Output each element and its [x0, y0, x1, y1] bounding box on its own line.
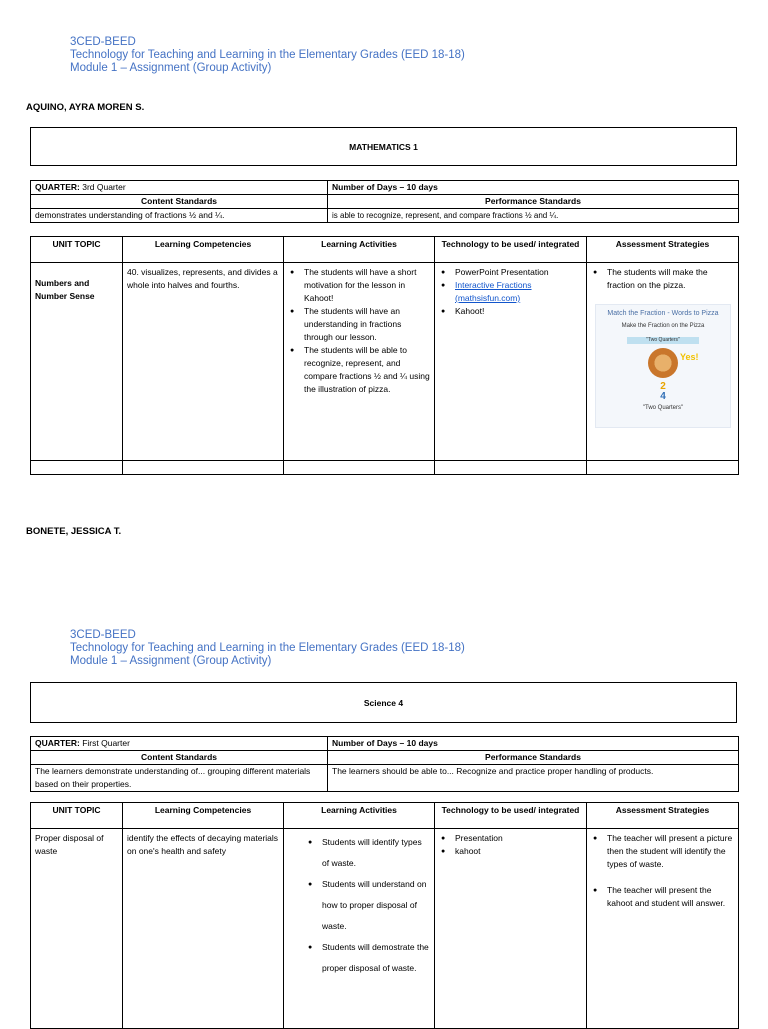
course-title: Technology for Teaching and Learning in the Elementary Grades (EED 18-18)	[70, 642, 465, 654]
course-code: 3CED-BEED	[70, 36, 136, 48]
subject-title: MATHEMATICS 1	[349, 141, 418, 152]
col-unit-topic: UNIT TOPIC	[31, 803, 123, 829]
student-name: AQUINO, AYRA MOREN S.	[26, 102, 145, 113]
list-item: ● The teacher will present a picture then the student will identify the types of waste.	[591, 832, 734, 871]
col-competencies: Learning Competencies	[123, 803, 284, 829]
quarter-value: First Quarter	[79, 738, 130, 748]
interactive-fractions-link[interactable]: Interactive Fractions (mathsisfun.com)	[455, 280, 532, 303]
subject-title-box	[30, 682, 737, 723]
fraction-numerator: 2	[660, 381, 666, 392]
list-item: ● Students will identify types of waste.	[306, 832, 430, 874]
list-item: ● Kahoot!	[439, 305, 582, 318]
content-standard: demonstrates understanding of fractions ½ and ¼.	[31, 209, 328, 223]
col-technology: Technology to be used/ integrated	[435, 237, 587, 263]
list-item: ● Students will demostrate the proper disposal of waste.	[306, 937, 430, 979]
quarter-cell	[31, 181, 328, 195]
assessment-strategies	[587, 829, 739, 1029]
image-word-label: "Two Quarters"	[627, 337, 699, 344]
col-unit-topic: UNIT TOPIC	[31, 237, 123, 263]
list-item: ● The students will have an understanding in fractions through our lesson.	[288, 305, 430, 344]
document-header	[70, 36, 465, 75]
module-title: Module 1 – Assignment (Group Activity)	[70, 62, 272, 74]
days-cell: Number of Days – 10 days	[328, 737, 739, 751]
list-item: ● The students will have a short motivation for the lesson in Kahoot!	[288, 266, 430, 305]
table-row	[31, 461, 739, 475]
days-cell: Number of Days – 10 days	[328, 181, 739, 195]
standards-table	[30, 180, 739, 223]
image-yes: Yes!	[680, 352, 699, 362]
pizza-fraction-image	[595, 304, 731, 428]
assessment-strategies	[587, 263, 739, 461]
performance-standards-header: Performance Standards	[328, 195, 739, 209]
learning-activities	[284, 829, 435, 1029]
col-activities: Learning Activities	[284, 237, 435, 263]
list-item: ● The students will be able to recognize, represent, and compare fractions ½ and ¼ using the illustration of pizza.	[288, 344, 430, 396]
performance-standard: The learners should be able to... Recognize and practice proper handling of products.	[328, 765, 739, 792]
lesson-plan-table	[30, 236, 739, 475]
technology-used	[435, 263, 587, 461]
content-standards-header: Content Standards	[31, 751, 328, 765]
image-caption: "Two Quarters"	[642, 405, 684, 411]
image-title: Match the Fraction - Words to Pizza	[607, 310, 719, 317]
image-fraction	[596, 382, 730, 402]
course-title: Technology for Teaching and Learning in the Elementary Grades (EED 18-18)	[70, 49, 465, 61]
col-technology: Technology to be used/ integrated	[435, 803, 587, 829]
course-code: 3CED-BEED	[70, 629, 136, 641]
list-item: ● PowerPoint Presentation	[439, 266, 582, 279]
col-assessment: Assessment Strategies	[587, 237, 739, 263]
list-item: ● Students will understand on how to proper disposal of waste.	[306, 874, 430, 937]
list-item: ● Presentation	[439, 832, 582, 845]
learning-competency: identify the effects of decaying materials on one's health and safety	[123, 829, 284, 1029]
quarter-label: QUARTER:	[35, 738, 80, 748]
performance-standard: is able to recognize, represent, and compare fractions ½ and ¼.	[328, 209, 739, 223]
quarter-cell	[31, 737, 328, 751]
student-name: BONETE, JESSICA T.	[26, 526, 122, 537]
list-item: ● kahoot	[439, 845, 582, 858]
list-item: ● The teacher will present the kahoot and student will answer.	[591, 884, 734, 910]
technology-used	[435, 829, 587, 1029]
pizza-icon	[648, 348, 678, 378]
unit-topic: Numbers and Number Sense	[31, 263, 123, 461]
content-standards-header: Content Standards	[31, 195, 328, 209]
list-item: ● The students will make the fraction on the pizza.	[591, 266, 734, 292]
fraction-denominator: 4	[660, 391, 666, 402]
performance-standards-header: Performance Standards	[328, 751, 739, 765]
unit-topic: Proper disposal of waste	[31, 829, 123, 1029]
module-title: Module 1 – Assignment (Group Activity)	[70, 655, 272, 667]
image-subtitle: Make the Fraction on the Pizza	[621, 323, 705, 329]
subject-title-box	[30, 127, 737, 166]
document-header	[70, 629, 465, 668]
col-assessment: Assessment Strategies	[587, 803, 739, 829]
col-competencies: Learning Competencies	[123, 237, 284, 263]
list-item	[439, 279, 582, 305]
subject-title: Science 4	[363, 697, 404, 708]
standards-table	[30, 736, 739, 792]
table-row	[31, 829, 739, 1029]
lesson-plan-table	[30, 802, 739, 1029]
table-row	[31, 263, 739, 461]
quarter-value: 3rd Quarter	[79, 182, 126, 192]
col-activities: Learning Activities	[284, 803, 435, 829]
learning-activities	[284, 263, 435, 461]
content-standard: The learners demonstrate understanding of... grouping different materials based on their properties.	[31, 765, 328, 792]
quarter-label: QUARTER:	[35, 182, 80, 192]
learning-competency: 40. visualizes, represents, and divides a whole into halves and fourths.	[123, 263, 284, 461]
